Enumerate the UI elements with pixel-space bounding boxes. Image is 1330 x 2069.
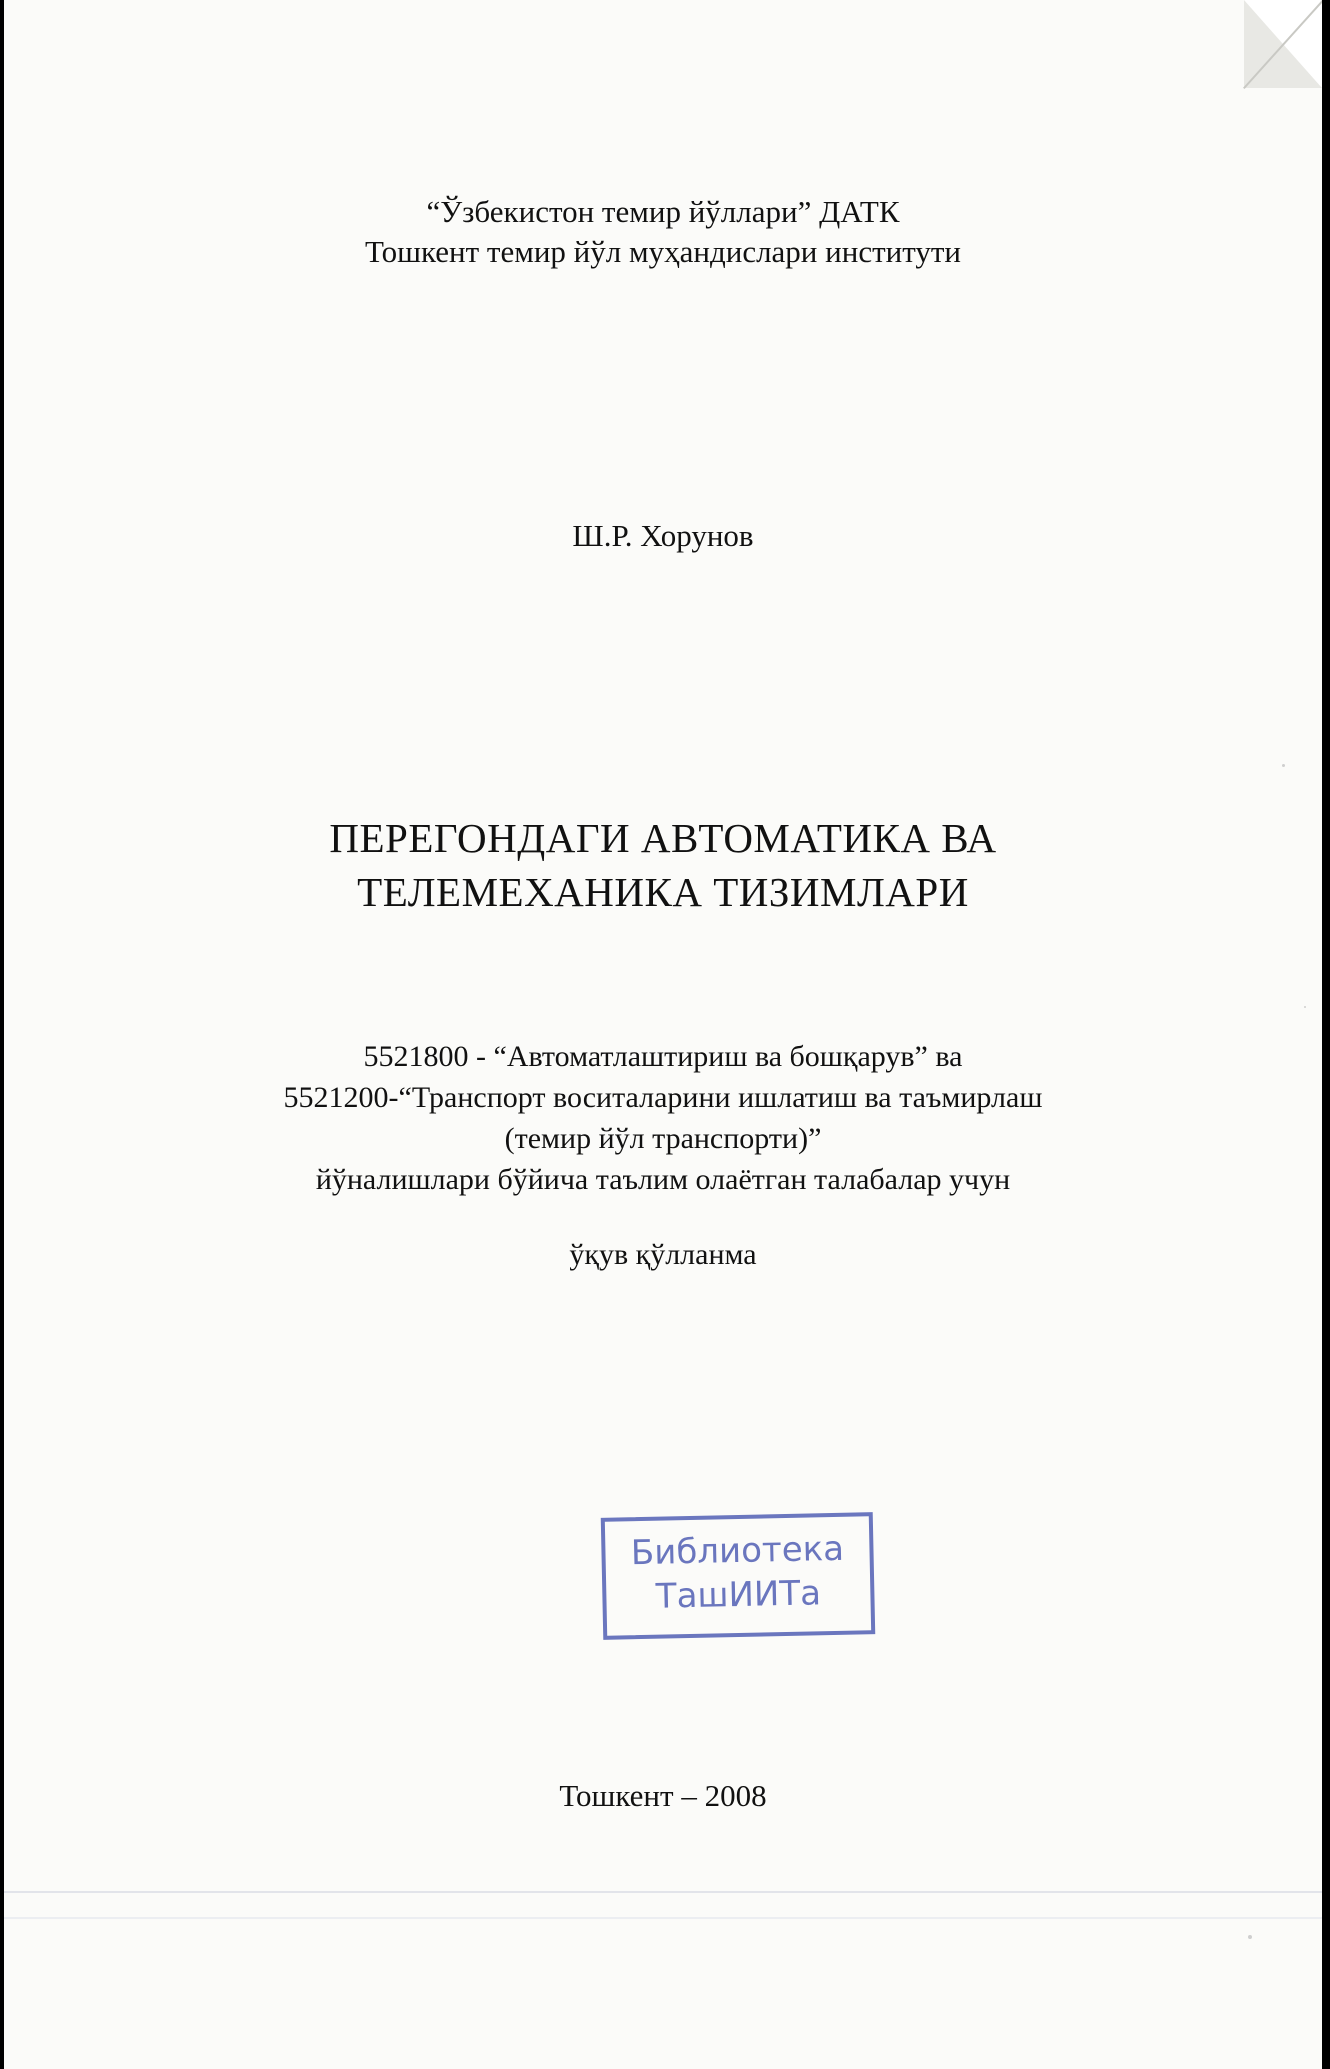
document-type-block	[4, 1235, 1322, 1275]
spec-line-2: 5521200-“Транспорт воситаларини ишлатиш ва таъмирлаш	[283, 1081, 1043, 1114]
title-page	[4, 0, 1322, 2069]
header-block	[4, 192, 1322, 272]
spec-line-4: йўналишлари бўйича таълим олаётган талабалар учун	[315, 1163, 1011, 1196]
stamp-line-2: ТашИИТа	[655, 1573, 822, 1617]
author-block	[4, 516, 1322, 556]
author-name: Ш.Р. Хорунов	[572, 518, 754, 553]
spec-line-1: 5521800 - “Автоматлаштириш ва бошқарув” ва	[363, 1040, 963, 1073]
spec-line-3: (темир йўл транспорти)”	[504, 1122, 822, 1155]
page-crease	[4, 1891, 1322, 1893]
title-line-2: ТЕЛЕМЕХАНИКА ТИЗИМЛАРИ	[357, 869, 969, 915]
specializations-block	[4, 1036, 1322, 1200]
stamp-line-1: Библиотека	[630, 1528, 845, 1574]
document-type: ўқув қўлланма	[569, 1238, 757, 1271]
title-line-1: ПЕРЕГОНДАГИ АВТОМАТИКА ВА	[329, 815, 997, 861]
book-title	[4, 811, 1322, 919]
library-stamp	[601, 1512, 875, 1640]
institute-name: Тошкент темир йўл муҳандислари институти	[365, 234, 961, 269]
speck	[1282, 764, 1285, 767]
speck	[1248, 1935, 1252, 1939]
footer-block	[4, 1776, 1322, 1816]
page-crease	[4, 1917, 1322, 1919]
organization-name: “Ўзбекистон темир йўллари” ДАТК	[426, 194, 900, 229]
place-year: Тошкент – 2008	[559, 1778, 767, 1813]
speck	[1304, 1006, 1306, 1008]
